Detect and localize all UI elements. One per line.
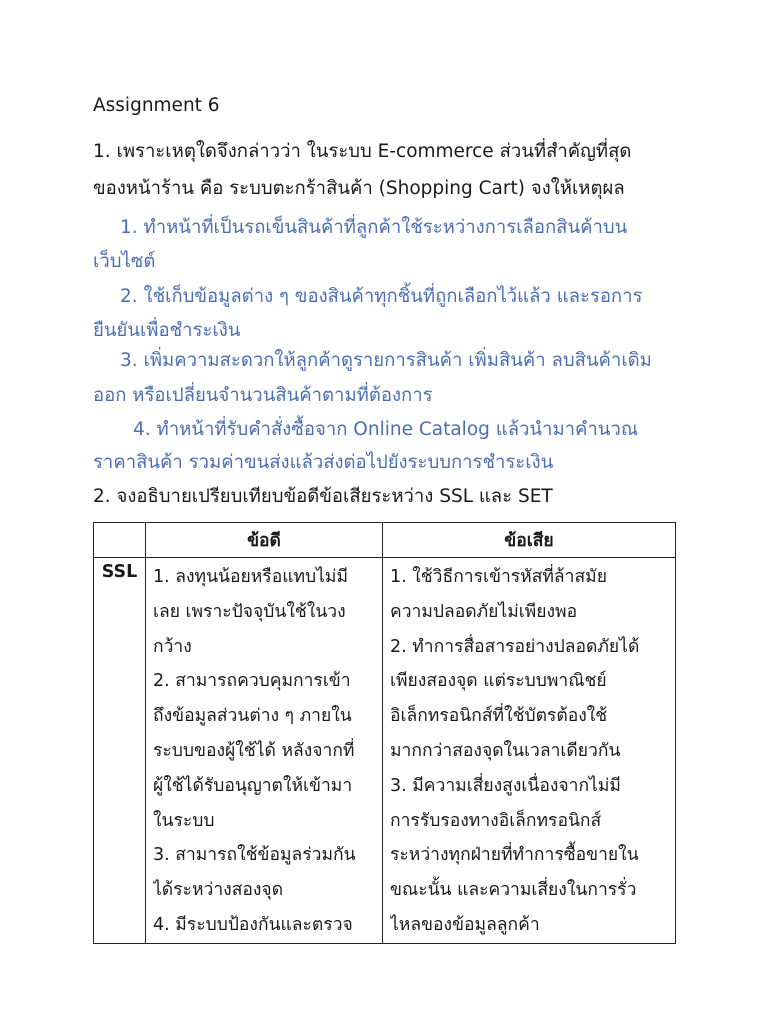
table-header-row — [94, 523, 676, 558]
pros-line: 4. มีระบบป้องกันและตรวจ — [153, 914, 353, 935]
pros-line: 3. สามารถใช้ข้อมูลร่วมกัน — [153, 845, 356, 866]
cons-line: 2. ทำการสื่อสารอย่างปลอดภัยได้ — [390, 636, 640, 657]
question-1-line-2: ของหน้าร้าน คือ ระบบตะกร้าสินค้า (Shopping Cart) จงให้เหตุผล — [93, 178, 625, 199]
answer-3-line-2: ออก หรือเปลี่ยนจำนวนสินค้าตามที่ต้องการ — [93, 385, 433, 406]
cons-line: มากกว่าสองจุดในเวลาเดียวกัน — [390, 740, 621, 761]
assignment-title: Assignment 6 — [93, 95, 220, 116]
header-blank-cell — [94, 523, 146, 558]
answer-4-line-1: 4. ทำหน้าที่รับคำสั่งซื้อจาก Online Catalog แล้วนำมาคำนวณ — [133, 419, 638, 440]
question-2: 2. จงอธิบายเปรียบเทียบข้อดีข้อเสียระหว่าง SSL และ SET — [93, 486, 553, 507]
question-1-line-1: 1. เพราะเหตุใดจึงกล่าวว่า ในระบบ E-commerce ส่วนที่สำคัญที่สุด — [93, 141, 632, 162]
answer-4-line-2: ราคาสินค้า รวมค่าขนส่งแล้วส่งต่อไปยังระบบการชำระเงิน — [93, 452, 554, 473]
header-pros: ข้อดี — [146, 523, 383, 558]
cons-line: อิเล็กทรอนิกส์ที่ใช้บัตรต้องใช้ — [390, 706, 608, 727]
answer-1-line-1: 1. ทำหน้าที่เป็นรถเข็นสินค้าที่ลูกค้าใช้ระหว่างการเลือกสินค้าบน — [120, 217, 628, 238]
cons-line: เพียงสองจุด แต่ระบบพาณิชย์ — [390, 671, 607, 692]
cons-line: 3. มีความเสี่ยงสูงเนื่องจากไม่มี — [390, 775, 621, 796]
answer-2-line-1: 2. ใช้เก็บข้อมูลต่าง ๆ ของสินค้าทุกชิ้นที่ถูกเลือกไว้แล้ว และรอการ — [120, 286, 643, 307]
pros-line: ถึงข้อมูลส่วนต่าง ๆ ภายใน — [153, 706, 352, 727]
cons-line: ไหลของข้อมูลลูกค้า — [390, 914, 540, 935]
answer-1-line-2: เว็บไซต์ — [93, 251, 156, 272]
ssl-pros-cell — [146, 558, 383, 944]
answer-3-line-1: 3. เพิ่มความสะดวกให้ลูกค้าดูรายการสินค้า เพิ่มสินค้า ลบสินค้าเดิม — [120, 350, 652, 371]
comparison-table — [93, 522, 676, 944]
pros-line: 1. ลงทุนน้อยหรือแทบไม่มี — [153, 567, 348, 587]
table-row — [94, 558, 676, 944]
pros-line: ได้ระหว่างสองจุด — [153, 880, 284, 901]
cons-line: ระหว่างทุกฝ่ายที่ทำการซื้อขายใน — [390, 845, 639, 866]
pros-line: ระบบของผู้ใช้ได้ หลังจากที่ — [153, 740, 355, 761]
header-cons: ข้อเสีย — [383, 523, 676, 558]
pros-line: เลย เพราะปัจจุบันใช้ในวง — [153, 601, 346, 622]
cons-line: ขณะนั้น และความเสี่ยงในการรั่ว — [390, 880, 637, 901]
cons-line: การรับรองทางอิเล็กทรอนิกส์ — [390, 810, 602, 831]
pros-line: ในระบบ — [153, 810, 215, 831]
ssl-cons-cell — [383, 558, 676, 944]
row-label-ssl: SSL — [94, 558, 146, 944]
cons-line: ความปลอดภัยไม่เพียงพอ — [390, 601, 578, 622]
cons-line: 1. ใช้วิธีการเข้ารหัสที่ล้าสมัย — [390, 567, 607, 587]
answer-2-line-2: ยืนยันเพื่อชำระเงิน — [93, 320, 241, 341]
pros-line: กว้าง — [153, 636, 192, 657]
pros-line: ผู้ใช้ได้รับอนุญาตให้เข้ามา — [153, 775, 353, 796]
pros-line: 2. สามารถควบคุมการเข้า — [153, 671, 351, 692]
